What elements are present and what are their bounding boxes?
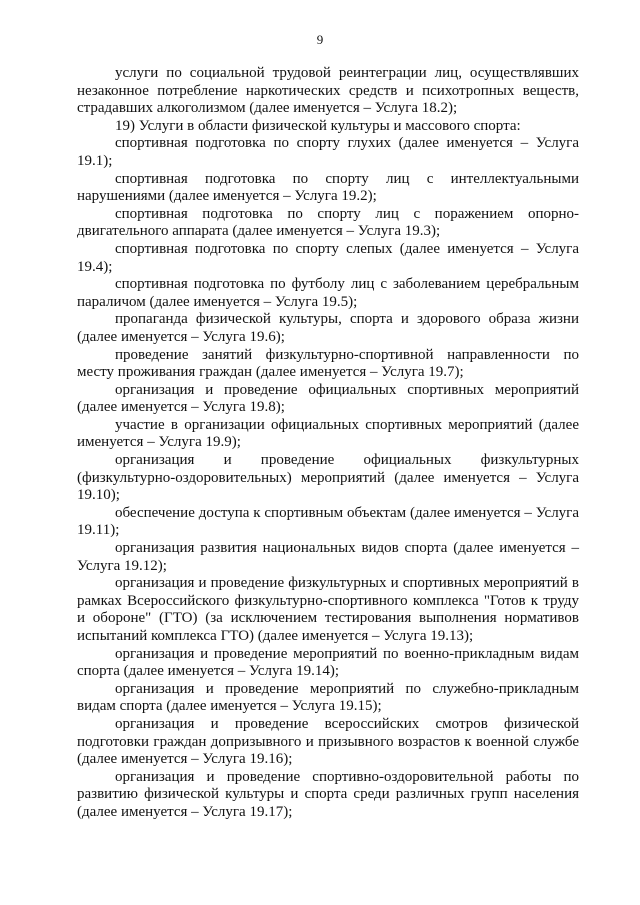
paragraph-service-19-13: организация и проведение физкультурных и спортивных мероприятий в рамках Всероссийского физкультурно-спортивного комплекса "Готов к труду и обороне" (ГТО) (за исключением тестирования выполнения нормативов испытаний комплекса ГТО) (далее именуется – Услуга 19.13); xyxy=(77,575,579,644)
paragraph-service-19-6: пропаганда физической культуры, спорта и здорового образа жизни (далее именуется – Услуга 19.6); xyxy=(77,311,579,345)
paragraph-service-18-2: услуги по социальной трудовой реинтеграции лиц, осуществлявших незаконное потребление наркотических средств и психотропных веществ, страдавших алкоголизмом (далее именуется – Услуга 18.2); xyxy=(77,65,579,117)
paragraph-service-19-16: организация и проведение всероссийских смотров физической подготовки граждан допризывного и призывного возрастов к военной службе (далее именуется – Услуга 19.16); xyxy=(77,715,579,768)
document-body xyxy=(77,65,579,822)
paragraph-service-19-5: спортивная подготовка по футболу лиц с заболеванием церебральным параличом (далее именуется – Услуга 19.5); xyxy=(77,276,579,310)
paragraph-service-19-12: организация развития национальных видов спорта (далее именуется – Услуга 19.12); xyxy=(77,540,579,574)
paragraph-service-19-8: организация и проведение официальных спортивных мероприятий (далее именуется – Услуга 19.8); xyxy=(77,381,579,416)
paragraph-service-19-14: организация и проведение мероприятий по военно-прикладным видам спорта (далее именуется – Услуга 19.14); xyxy=(77,645,579,680)
paragraph-service-19-15: организация и проведение мероприятий по служебно-прикладным видам спорта (далее именуется – Услуга 19.15); xyxy=(77,680,579,715)
paragraph-service-19-7: проведение занятий физкультурно-спортивной направленности по месту проживания граждан (далее именуется – Услуга 19.7); xyxy=(77,346,579,381)
paragraph-service-19-1: спортивная подготовка по спорту глухих (далее именуется – Услуга 19.1); xyxy=(77,135,579,169)
paragraph-service-19-10: организация и проведение официальных физкультурных (физкультурно-оздоровительных) мероприятий (далее именуется – Услуга 19.10); xyxy=(77,452,579,504)
page-number: 9 xyxy=(316,32,324,47)
paragraph-service-19-17: организация и проведение спортивно-оздоровительной работы по развитию физической культуры и спорта среди различных групп населения (далее именуется – Услуга 19.17); xyxy=(77,768,579,820)
paragraph-service-19-3: спортивная подготовка по спорту лиц с поражением опорно-двигательного аппарата (далее именуется – Услуга 19.3); xyxy=(77,205,579,240)
section-heading-sport: 19) Услуги в области физической культуры и массового спорта: xyxy=(115,117,521,134)
paragraph-service-19-2: спортивная подготовка по спорту лиц с интеллектуальными нарушениями (далее именуется – Услуга 19.2); xyxy=(77,170,579,205)
paragraph-service-19-11: обеспечение доступа к спортивным объектам (далее именуется – Услуга 19.11); xyxy=(77,504,579,539)
paragraph-service-19-4: спортивная подготовка по спорту слепых (далее именуется – Услуга 19.4); xyxy=(77,240,579,275)
paragraph-service-19-9: участие в организации официальных спортивных мероприятий (далее именуется – Услуга 19.9); xyxy=(77,416,579,451)
